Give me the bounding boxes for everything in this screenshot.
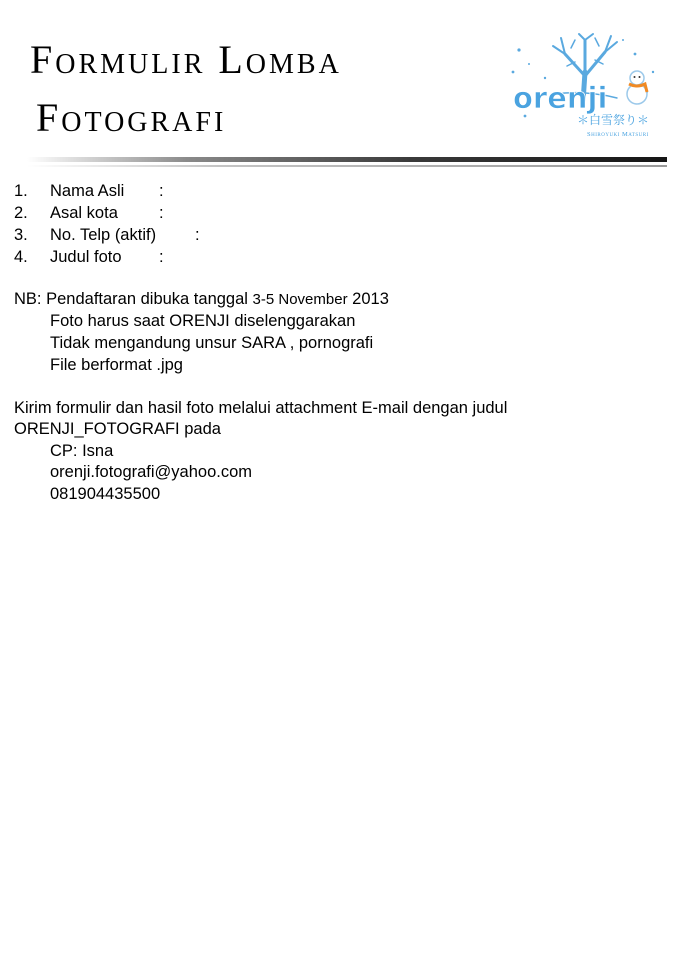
logo-subtitle-jp: ＊白雪祭り＊ [577,113,650,127]
header-divider-thick [27,157,667,162]
notes-registration-year: 2013 [352,290,389,308]
field-label: Nama Asli [50,182,125,200]
logo-subtitle-en: Shiroyuki Matsuri [587,131,649,138]
contact-phone: 081904435500 [50,485,161,503]
contact-person: CP: Isna [50,442,114,460]
field-number: 2. [14,204,28,222]
title-line-1: Formulir Lomba [30,37,342,82]
field-label: No. Telp (aktif) [50,226,157,244]
field-number: 3. [14,226,28,244]
header-divider-thin [27,165,667,167]
notes-line-1 [14,288,389,310]
field-colon: : [159,248,164,266]
logo-brand-text: orenji [513,81,608,115]
notes-line-4: File berformat .jpg [50,356,183,374]
field-label: Asal kota [50,204,118,222]
title-line-2: Fotografi [36,95,227,140]
submission-line-2: ORENJI_FOTOGRAFI pada [14,420,221,438]
notes-line-2: Foto harus saat ORENJI diselenggarakan [50,312,356,330]
notes-registration-text: Pendaftaran dibuka tanggal [46,290,248,308]
snowman-icon [627,71,647,104]
field-number: 4. [14,248,28,266]
notes-registration-date: 3-5 November [252,291,348,308]
field-colon: : [159,182,164,200]
notes-prefix: NB: [14,290,42,308]
field-number: 1. [14,182,28,200]
contact-email: orenji.fotografi@yahoo.com [50,463,253,481]
notes-line-3: Tidak mengandung unsur SARA , pornografi [50,334,374,352]
orenji-logo [505,32,660,140]
field-label: Judul foto [50,248,122,266]
field-colon: : [195,226,200,244]
submission-line-1: Kirim formulir dan hasil foto melalui attachment E-mail dengan judul [14,399,508,417]
field-colon: : [159,204,164,222]
